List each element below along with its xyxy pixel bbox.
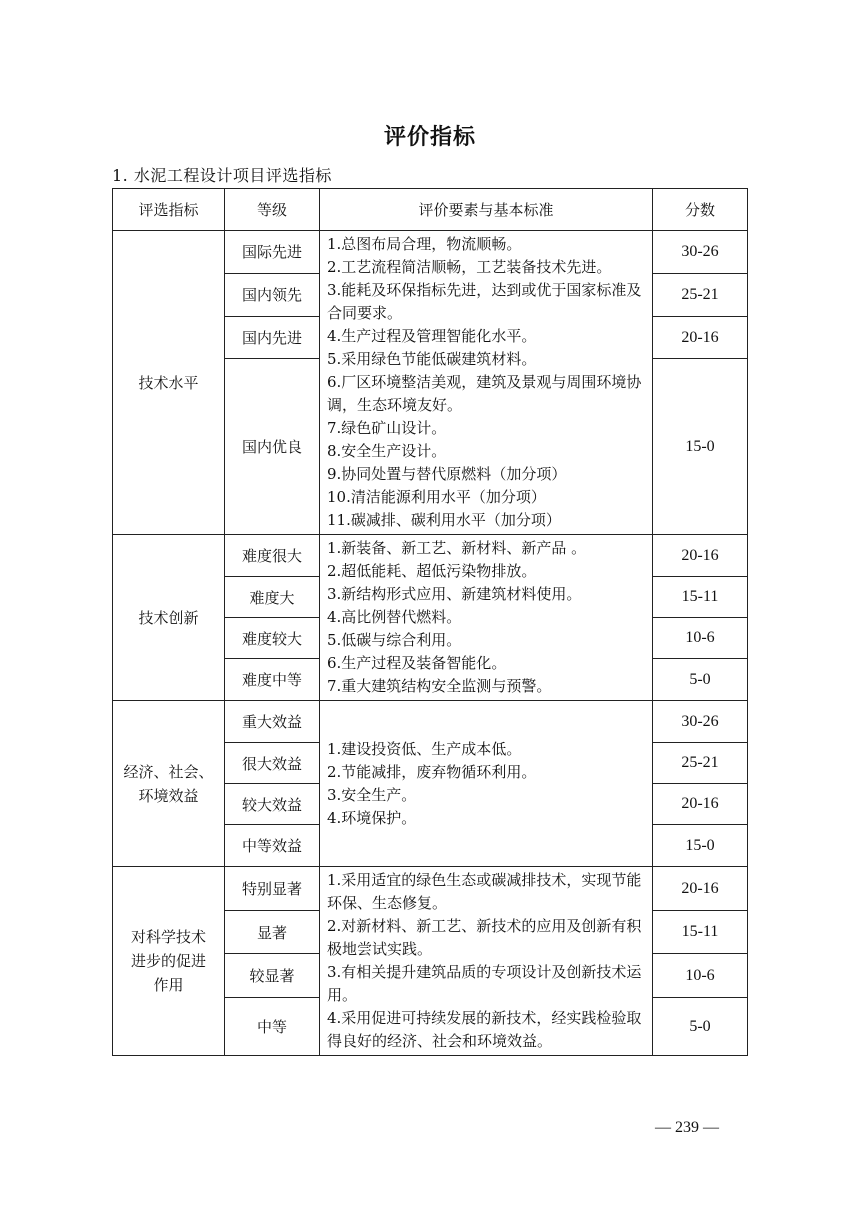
criterion-label: 技术水平 xyxy=(138,373,199,392)
grade-cell: 中等 xyxy=(225,998,320,1056)
score-cell: 30-26 xyxy=(653,231,748,274)
standard-item: 4.生产过程及管理智能化水平。 xyxy=(327,327,537,345)
score-cell: 15-0 xyxy=(653,825,748,867)
page-title: 评价指标 xyxy=(383,125,476,150)
standard-item: 10.清洁能源利用水平（加分项） xyxy=(327,488,546,506)
score-cell: 5-0 xyxy=(653,659,748,701)
criterion-label-line: 环境效益 xyxy=(138,786,199,805)
table-caption: 1. 水泥工程设计项目评选指标 xyxy=(112,166,332,185)
grade-cell: 国际先进 xyxy=(225,231,320,274)
standard-item: 1.采用适宜的绿色生态或碳减排技术，实现节能环保、生态修复。 xyxy=(327,871,642,912)
criterion-cell xyxy=(113,535,225,701)
standard-item: 3.安全生产。 xyxy=(327,785,417,804)
criterion-cell xyxy=(113,231,225,535)
score-cell: 20-16 xyxy=(653,535,748,577)
header-standards: 评价要素与基本标准 xyxy=(320,189,653,231)
grade-cell: 国内优良 xyxy=(225,359,320,535)
grade-cell: 难度中等 xyxy=(225,659,320,701)
table-row xyxy=(113,535,748,577)
score-cell: 30-26 xyxy=(653,701,748,743)
standard-item: 1.新装备、新工艺、新材料、新产品 。 xyxy=(327,539,587,557)
criterion-label xyxy=(123,760,213,808)
score-cell: 5-0 xyxy=(653,998,748,1056)
table-header-row xyxy=(113,189,748,231)
standard-item: 7.重大建筑结构安全监测与预警。 xyxy=(327,677,552,695)
grade-cell: 中等效益 xyxy=(225,825,320,867)
standards-cell xyxy=(320,701,653,867)
standard-item: 3.有相关提升建筑品质的专项设计及创新技术运用。 xyxy=(327,963,642,1004)
score-cell: 10-6 xyxy=(653,618,748,659)
score-cell: 15-11 xyxy=(653,911,748,954)
grade-cell: 难度较大 xyxy=(225,618,320,659)
standard-item: 6.厂区环境整洁美观，建筑及景观与周围环境协调，生态环境友好。 xyxy=(327,373,642,414)
standards-cell xyxy=(320,535,653,701)
standard-item: 8.安全生产设计。 xyxy=(327,442,447,460)
grade-cell: 国内先进 xyxy=(225,316,320,359)
criterion-cell xyxy=(113,867,225,1056)
standard-item: 3.新结构形式应用、新建筑材料使用。 xyxy=(327,585,582,603)
score-cell: 25-21 xyxy=(653,273,748,316)
evaluation-table xyxy=(112,188,748,1056)
standard-item: 11.碳减排、碳利用水平（加分项） xyxy=(327,511,561,529)
grade-cell: 重大效益 xyxy=(225,701,320,743)
standard-item: 6.生产过程及装备智能化。 xyxy=(327,654,507,672)
score-cell: 15-11 xyxy=(653,577,748,618)
standard-item: 2.超低能耗、超低污染物排放。 xyxy=(327,562,537,580)
standard-item: 1.总图布局合理，物流顺畅。 xyxy=(327,235,522,253)
grade-cell: 难度很大 xyxy=(225,535,320,577)
standard-item: 4.采用促进可持续发展的新技术，经实践检验取得良好的经济、社会和环境效益。 xyxy=(327,1009,642,1050)
grade-cell: 国内领先 xyxy=(225,273,320,316)
standard-item: 4.环境保护。 xyxy=(327,808,417,827)
criterion-label-line: 对科学技术 xyxy=(130,928,206,946)
standard-item: 2.节能减排，废弃物循环利用。 xyxy=(327,762,537,781)
standard-item: 9.协同处置与替代原燃料（加分项） xyxy=(327,465,567,483)
criterion-cell xyxy=(113,701,225,867)
page-number: — 239 — xyxy=(655,1119,719,1136)
criterion-label-line: 作用 xyxy=(153,976,184,994)
criterion-label-line: 进步的促进 xyxy=(130,952,206,970)
standard-item: 3.能耗及环保指标先进，达到或优于国家标准及合同要求。 xyxy=(327,281,642,322)
table-row xyxy=(113,231,748,274)
score-cell: 10-6 xyxy=(653,954,748,998)
header-grade: 等级 xyxy=(225,189,320,231)
header-score: 分数 xyxy=(653,189,748,231)
table-row xyxy=(113,701,748,743)
grade-cell: 较大效益 xyxy=(225,784,320,825)
standard-item: 5.采用绿色节能低碳建筑材料。 xyxy=(327,350,537,368)
criterion-label: 技术创新 xyxy=(138,608,199,627)
score-cell: 20-16 xyxy=(653,784,748,825)
grade-cell: 难度大 xyxy=(225,577,320,618)
standards-cell xyxy=(320,231,653,535)
criterion-label-line: 经济、社会、 xyxy=(123,762,214,781)
score-cell: 20-16 xyxy=(653,867,748,911)
standard-item: 5.低碳与综合利用。 xyxy=(327,631,462,649)
standard-item: 7.绿色矿山设计。 xyxy=(327,419,447,437)
standard-item: 2.工艺流程简洁顺畅，工艺装备技术先进。 xyxy=(327,258,612,276)
grade-cell: 较显著 xyxy=(225,954,320,998)
table-row xyxy=(113,867,748,911)
standard-item: 2.对新材料、新工艺、新技术的应用及创新有积极地尝试实践。 xyxy=(327,917,642,958)
grade-cell: 特别显著 xyxy=(225,867,320,911)
score-cell: 15-0 xyxy=(653,359,748,535)
standards-cell xyxy=(320,867,653,1056)
grade-cell: 很大效益 xyxy=(225,743,320,784)
header-criterion: 评选指标 xyxy=(113,189,225,231)
score-cell: 25-21 xyxy=(653,743,748,784)
standard-item: 4.高比例替代燃料。 xyxy=(327,608,462,626)
criterion-label xyxy=(131,925,206,997)
score-cell: 20-16 xyxy=(653,316,748,359)
grade-cell: 显著 xyxy=(225,911,320,954)
standard-item: 1.建设投资低、生产成本低。 xyxy=(327,739,522,758)
